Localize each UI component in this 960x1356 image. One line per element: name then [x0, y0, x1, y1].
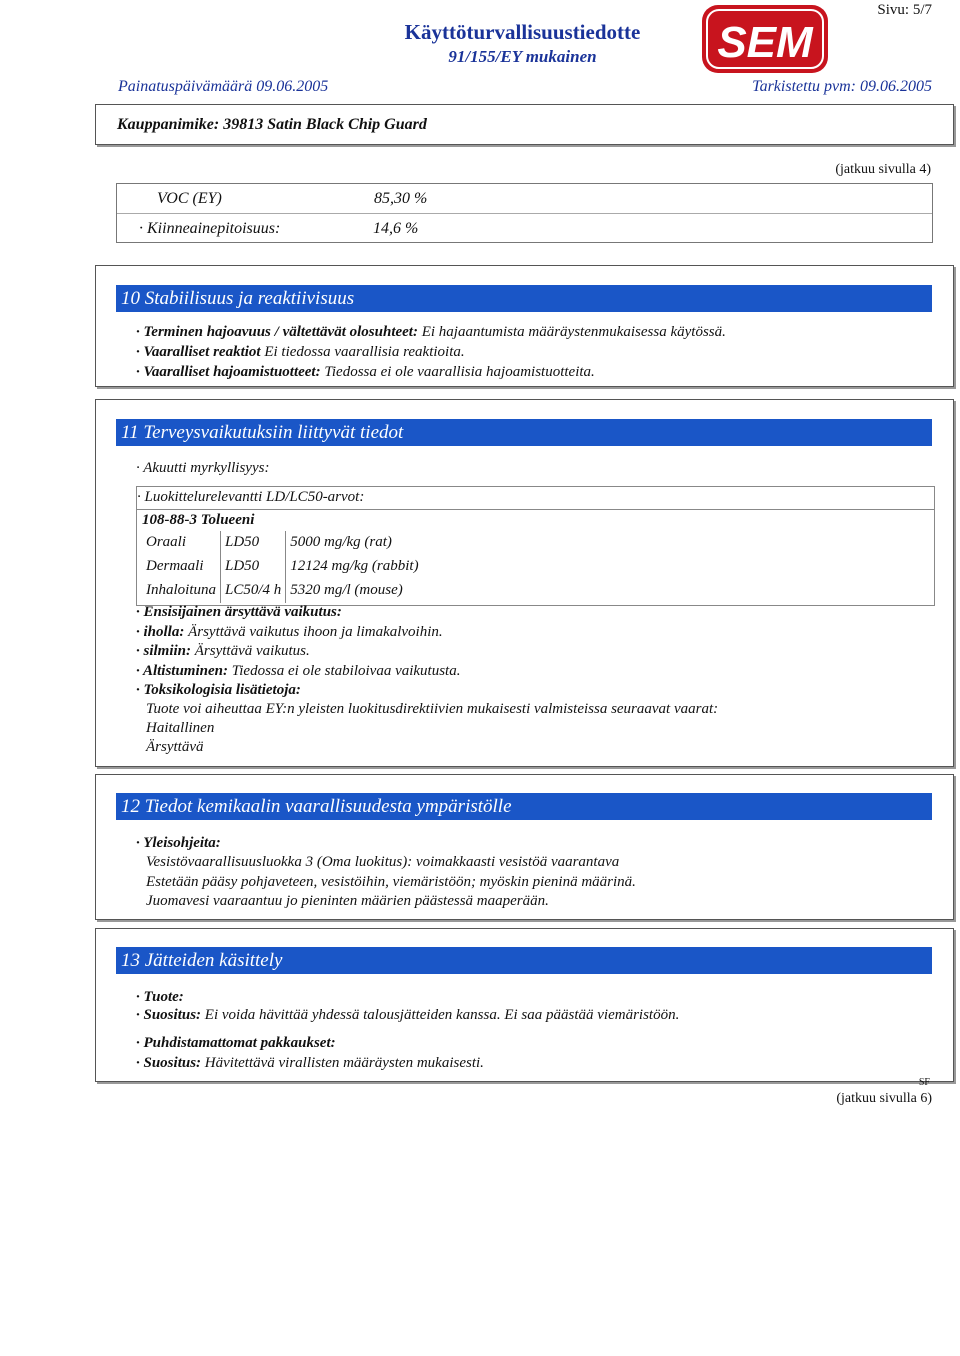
groundwater-line: Estetään pääsy pohjaveteen, vesistöihin, viemäristöön; myöskin pieninä määrinä.: [146, 874, 636, 890]
substance-name: 108-88-3 Tolueeni: [142, 512, 255, 528]
voc-table: [116, 183, 933, 243]
exposure-line: · Altistuminen: Tiedossa ei ole stabiloivaa vaikutusta.: [136, 663, 461, 679]
hazard-harmful: Haitallinen: [146, 720, 215, 736]
continued-to-note: (jatkuu sivulla 6): [836, 1091, 932, 1106]
test-type: LC50/4 h: [221, 579, 286, 603]
solids-value: 14,6 %: [373, 220, 419, 237]
document-title: Käyttöturvallisuustiedotte: [404, 20, 641, 44]
product-label: · Tuote:: [136, 989, 184, 1005]
continued-from-note: (jatkuu sivulla 4): [835, 162, 931, 177]
hazard-irritant: Ärsyttävä: [146, 739, 204, 755]
trade-name: Kauppanimike: 39813 Satin Black Chip Guard: [117, 116, 427, 133]
document-subtitle: 91/155/EY mukainen: [448, 47, 597, 66]
thermal-decomposition-line: · Terminen hajoavuus / vältettävät olosuhteet: Ei hajaantumista määräystenmukaisessa käytössä.: [136, 324, 726, 340]
table-row: [142, 555, 423, 579]
table-row: [142, 579, 423, 603]
test-value: 5320 mg/l (mouse): [286, 579, 423, 603]
voc-label: VOC (EY): [157, 190, 222, 207]
section-12-title: 12 Tiedot kemikaalin vaarallisuudesta ympäristölle: [116, 793, 932, 820]
uncleaned-packaging-label: · Puhdistamattomat pakkaukset:: [136, 1035, 336, 1051]
sem-logo: [700, 3, 830, 75]
voc-row: [117, 184, 932, 214]
logo-text: SEM: [717, 18, 813, 67]
page-number: Sivu: 5/7: [877, 2, 932, 18]
tox-info-text: Tuote voi aiheuttaa EY:n yleisten luokitusdirektiivien mukaisesti valmisteissa seuraavat vaarat:: [146, 701, 719, 717]
table-row: [142, 531, 423, 555]
section-13-title: 13 Jätteiden käsittely: [116, 947, 932, 974]
print-date: Painatuspäivämäärä 09.06.2005: [118, 78, 329, 95]
test-value: 12124 mg/kg (rabbit): [286, 555, 423, 579]
route: Oraali: [146, 533, 187, 550]
route: Dermaali: [146, 557, 204, 574]
acute-toxicity-label: · Akuutti myrkyllisyys:: [136, 460, 270, 476]
recommendation-packaging-line: · Suositus: Hävitettävä virallisten määräysten mukaisesti.: [136, 1055, 484, 1071]
dangerous-reactions-line: · Vaaralliset reaktiot Ei tiedossa vaarallisia reaktioita.: [136, 344, 465, 360]
decomposition-products-line: · Vaaralliset hajoamistuotteet: Tiedossa ei ole vaarallisia hajoamistuotteita.: [136, 364, 595, 380]
test-type: LD50: [221, 555, 286, 579]
ld-lc50-label: · Luokittelurelevantti LD/LC50-arvot:: [137, 489, 365, 505]
section-10-box: [95, 265, 954, 387]
solids-label: · Kiinneainepitoisuus:: [139, 220, 281, 237]
section-12-box: [95, 774, 954, 920]
general-info-label: · Yleisohjeita:: [136, 835, 221, 851]
eyes-line: · silmiin: Ärsyttävä vaikutus.: [136, 643, 310, 659]
trade-name-box: [95, 104, 954, 145]
tox-values: [142, 531, 423, 603]
language-code: SF: [918, 1077, 930, 1088]
voc-value: 85,30 %: [374, 190, 428, 207]
section-10-title: 10 Stabiilisuus ja reaktiivisuus: [116, 285, 932, 312]
route: Inhaloituna: [146, 581, 216, 598]
revision-date: Tarkistettu pvm: 09.06.2005: [752, 78, 932, 95]
tox-info-label: · Toksikologisia lisätietoja:: [136, 682, 301, 698]
skin-line: · iholla: Ärsyttävä vaikutus ihoon ja limakalvoihin.: [136, 624, 443, 640]
ld-lc50-table: [136, 486, 935, 606]
test-value: 5000 mg/kg (rat): [286, 531, 423, 555]
section-11-box: [95, 399, 954, 767]
test-type: LD50: [221, 531, 286, 555]
recommendation-product-line: · Suositus: Ei voida hävittää yhdessä talousjätteiden kanssa. Ei saa päästää viemäristöön.: [136, 1007, 680, 1023]
drinking-water-line: Juomavesi vaaraantuu jo pieninten määrien päästessä maaperään.: [146, 893, 549, 909]
water-hazard-line: Vesistövaarallisuusluokka 3 (Oma luokitus): voimakkaasti vesistöä vaarantava: [146, 854, 620, 870]
section-13-box: [95, 928, 954, 1082]
primary-irritant-label: · Ensisijainen ärsyttävä vaikutus:: [136, 604, 342, 620]
section-11-title: 11 Terveysvaikutuksiin liittyvät tiedot: [116, 419, 932, 446]
